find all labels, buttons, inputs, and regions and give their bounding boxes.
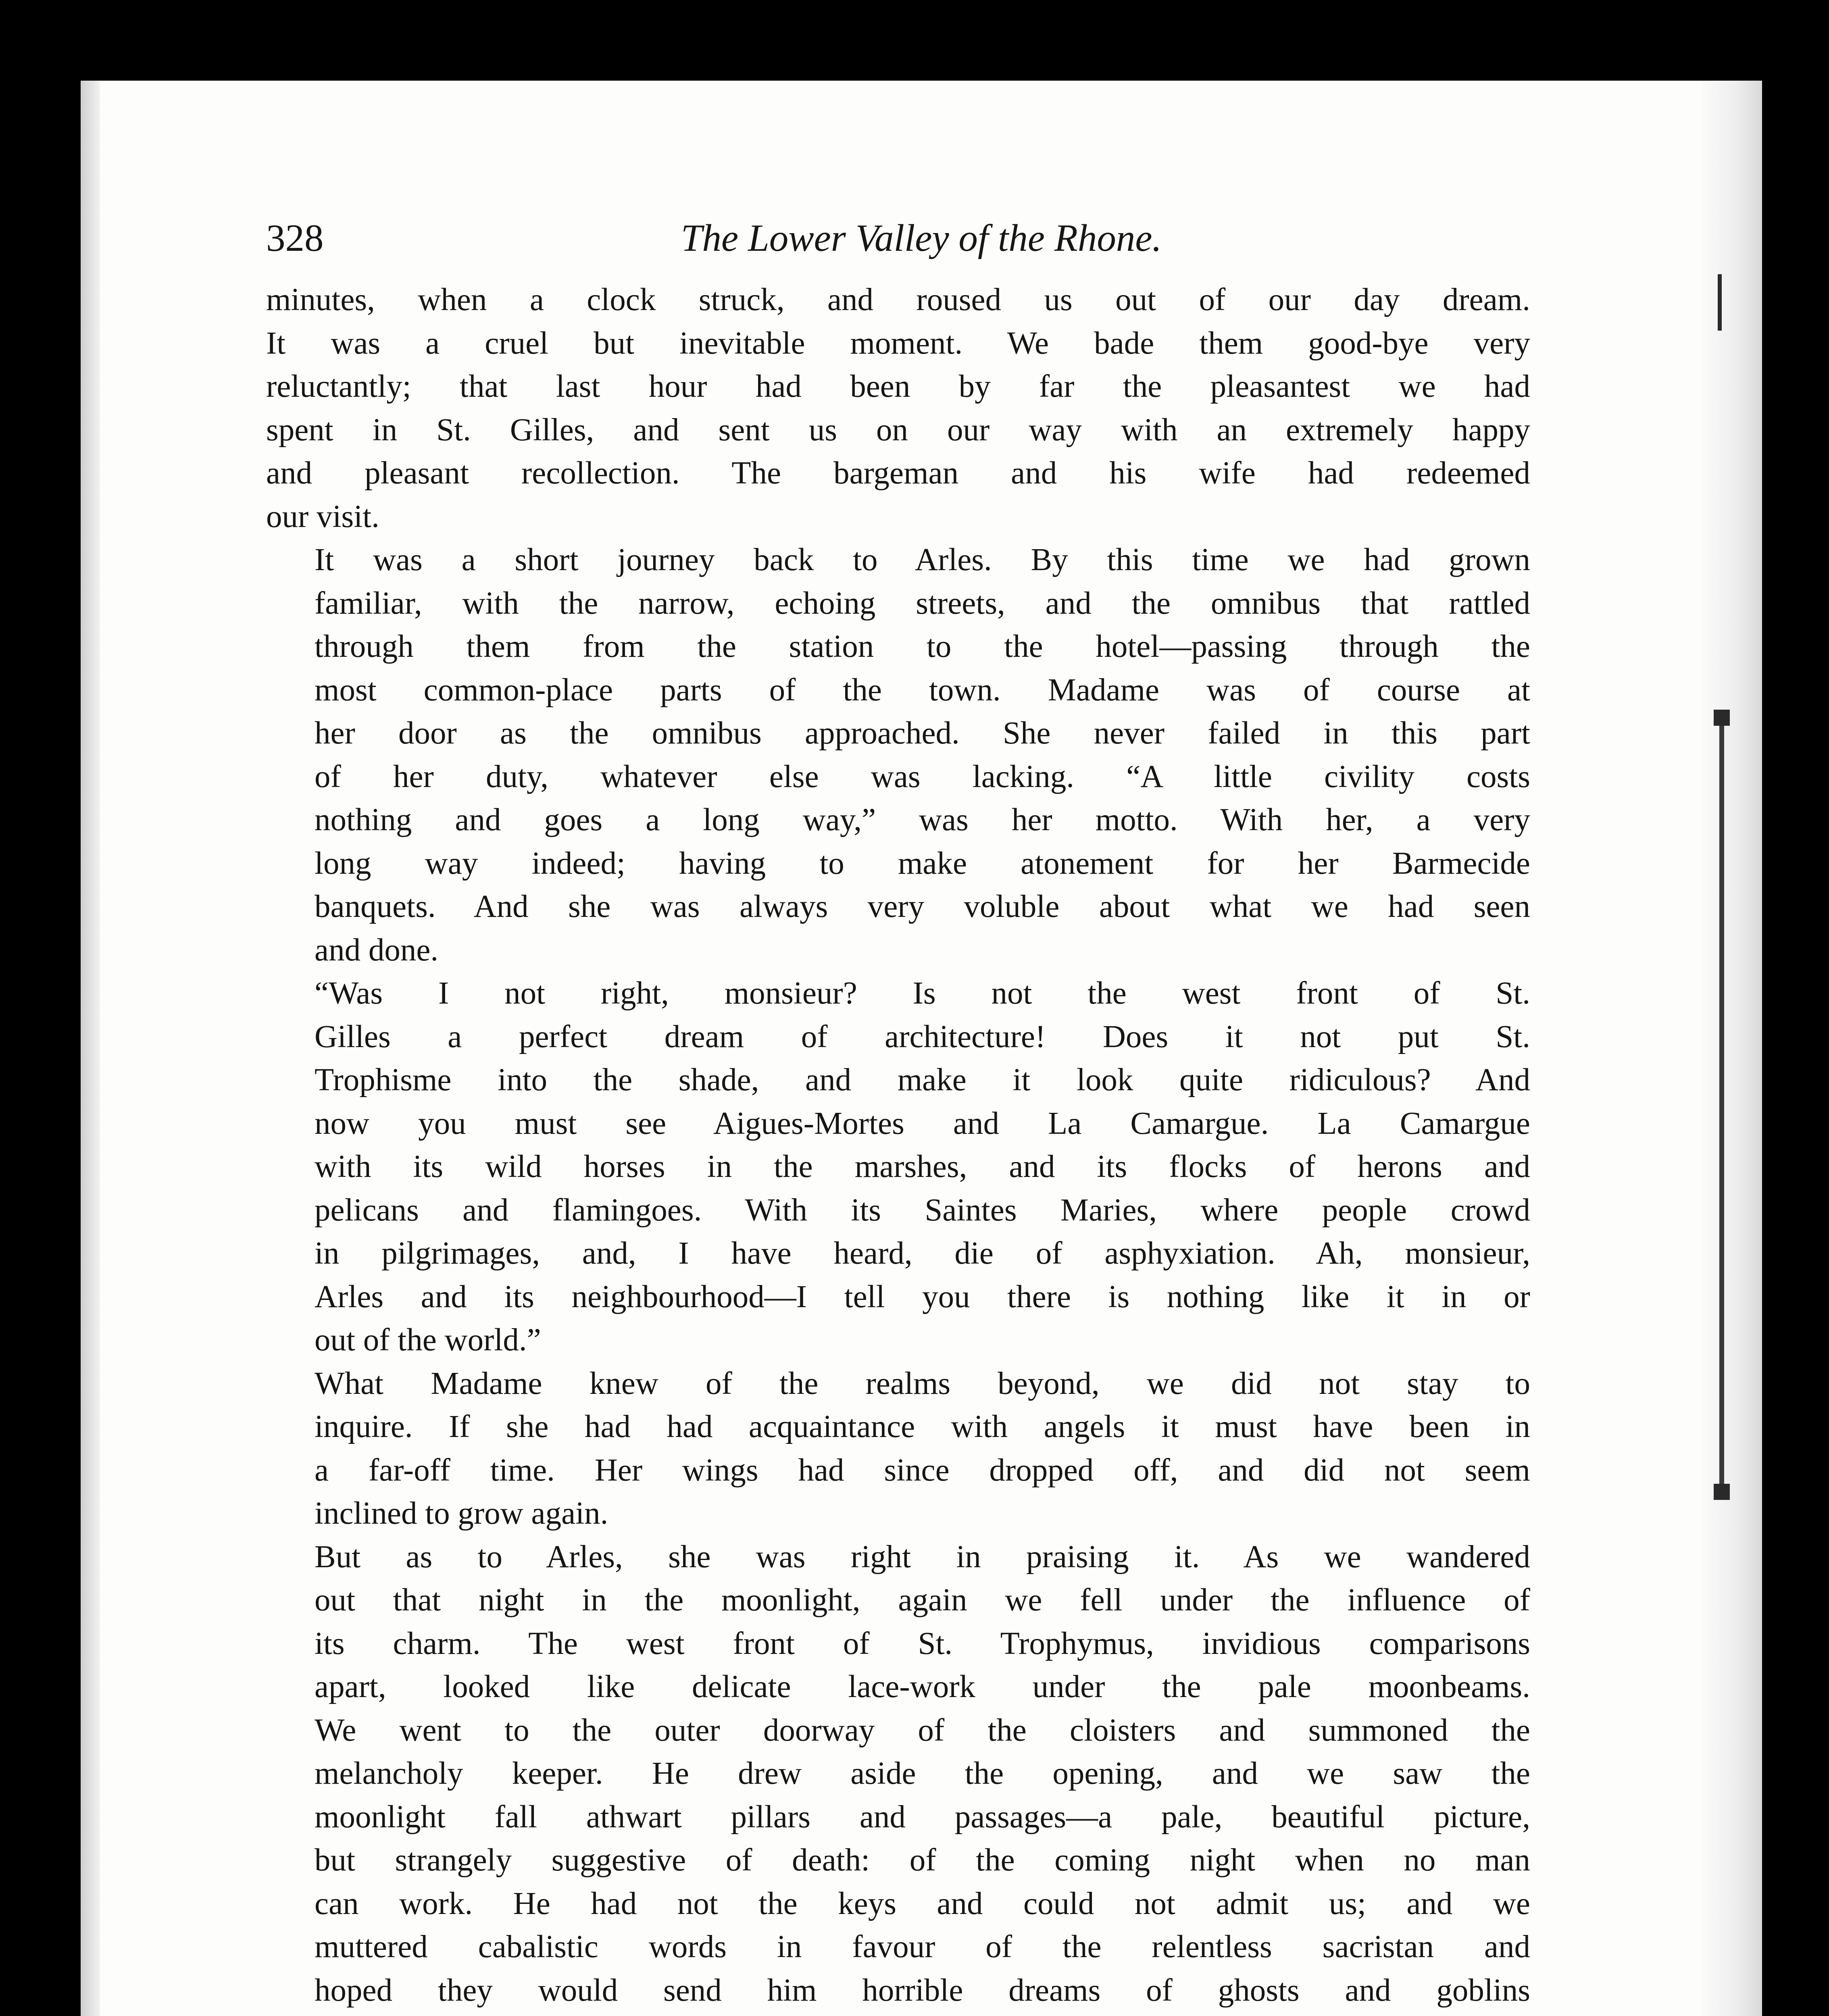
text-line: out that night in the moonlight, again we fell under the influence of xyxy=(315,1583,1530,1618)
text-line: spent in St. Gilles, and sent us on our way with an extremely happy xyxy=(266,412,1530,448)
text-line: our visit. xyxy=(266,499,379,534)
text-line xyxy=(266,2012,1530,2016)
text-line: hoped they would send him horrible dreams of ghosts and goblins xyxy=(315,1972,1530,2008)
page-number: 328 xyxy=(266,217,324,259)
text-line: muttered cabalistic words in favour of the relentless sacristan and xyxy=(315,1929,1530,1964)
text-line: through them from the station to the hotel—passing through the xyxy=(315,629,1530,664)
paragraph xyxy=(266,278,1530,538)
paragraph xyxy=(266,1362,1530,1535)
text-line: now you must see Aigues-Mortes and La Camargue. La Camargue xyxy=(315,1106,1530,1141)
paragraph xyxy=(266,972,1530,1362)
text-line: and done. xyxy=(315,932,439,968)
text-line: apart, looked like delicate lace-work under the pale moonbeams. xyxy=(315,1669,1530,1704)
page-right-edge xyxy=(1702,81,1762,2016)
text-line: But as to Arles, she was right in praising it. As we wandered xyxy=(315,1539,1530,1574)
text-line: its charm. The west front of St. Trophymus, invidious comparisons xyxy=(315,1626,1530,1661)
running-title: The Lower Valley of the Rhone. xyxy=(681,217,1162,259)
text-line: long way indeed; having to make atonement for her Barmecide xyxy=(315,846,1530,881)
text-line: What Madame knew of the realms beyond, we did not stay to xyxy=(315,1366,1530,1401)
page-header xyxy=(266,208,1548,268)
text-line: a far-off time. Her wings had since dropped off, and did not seem xyxy=(315,1452,1530,1488)
paragraph xyxy=(266,538,1530,972)
text-line: reluctantly; that last hour had been by far the pleasantest we had xyxy=(266,369,1530,404)
text-line: but strangely suggestive of death: of the coming night when no man xyxy=(315,1843,1530,1878)
text-line: her door as the omnibus approached. She never failed in this part xyxy=(315,716,1530,751)
text-line: It was a cruel but inevitable moment. We bade them good-bye very xyxy=(266,325,1530,361)
text-line: with its wild horses in the marshes, and its flocks of herons and xyxy=(315,1149,1530,1184)
text-line: out of the world.” xyxy=(315,1322,541,1358)
paragraph xyxy=(266,1535,1530,2016)
text-line: It was a short journey back to Arles. By this time we had grown xyxy=(315,542,1530,577)
text-line: Arles and its neighbourhood—I tell you there is nothing like it in or xyxy=(315,1279,1530,1314)
text-line: “Was I not right, monsieur? Is not the west front of St. xyxy=(315,976,1530,1011)
text-line: melancholy keeper. He drew aside the opening, and we saw the xyxy=(315,1756,1530,1791)
text-line: We went to the outer doorway of the cloisters and summoned the xyxy=(315,1712,1530,1748)
text-line: and pleasant recollection. The bargeman and his wife had redeemed xyxy=(266,456,1530,491)
text-line: of her duty, whatever else was lacking. “A little civility costs xyxy=(315,759,1530,794)
text-line: can work. He had not the keys and could not admit us; and we xyxy=(315,1886,1530,1921)
text-line: minutes, when a clock struck, and roused us out of our day dream. xyxy=(266,282,1530,317)
page-binding-shadow xyxy=(81,81,100,2016)
text-line: inquire. If she had had acquaintance with angels it must have been in xyxy=(315,1409,1530,1444)
text-line: banquets. And she was always very voluble about what we had seen xyxy=(315,889,1530,924)
body-text xyxy=(266,278,1530,2016)
text-line: moonlight fall athwart pillars and passages—a pale, beautiful picture, xyxy=(315,1799,1530,1835)
text-line: inclined to grow again. xyxy=(315,1496,608,1531)
text-line: Trophisme into the shade, and make it look quite ridiculous? And xyxy=(315,1062,1530,1098)
text-line: familiar, with the narrow, echoing streets, and the omnibus that rattled xyxy=(315,585,1530,621)
text-line: nothing and goes a long way,” was her motto. With her, a very xyxy=(315,802,1530,837)
text-line: in pilgrimages, and, I have heard, die of asphyxiation. Ah, monsieur, xyxy=(315,1236,1530,1271)
text-line: most common-place parts of the town. Madame was of course at xyxy=(315,672,1530,708)
text-line: Gilles a perfect dream of architecture! Does it not put St. xyxy=(315,1019,1530,1054)
text-line: pelicans and flamingoes. With its Saintes Maries, where people crowd xyxy=(315,1192,1530,1228)
